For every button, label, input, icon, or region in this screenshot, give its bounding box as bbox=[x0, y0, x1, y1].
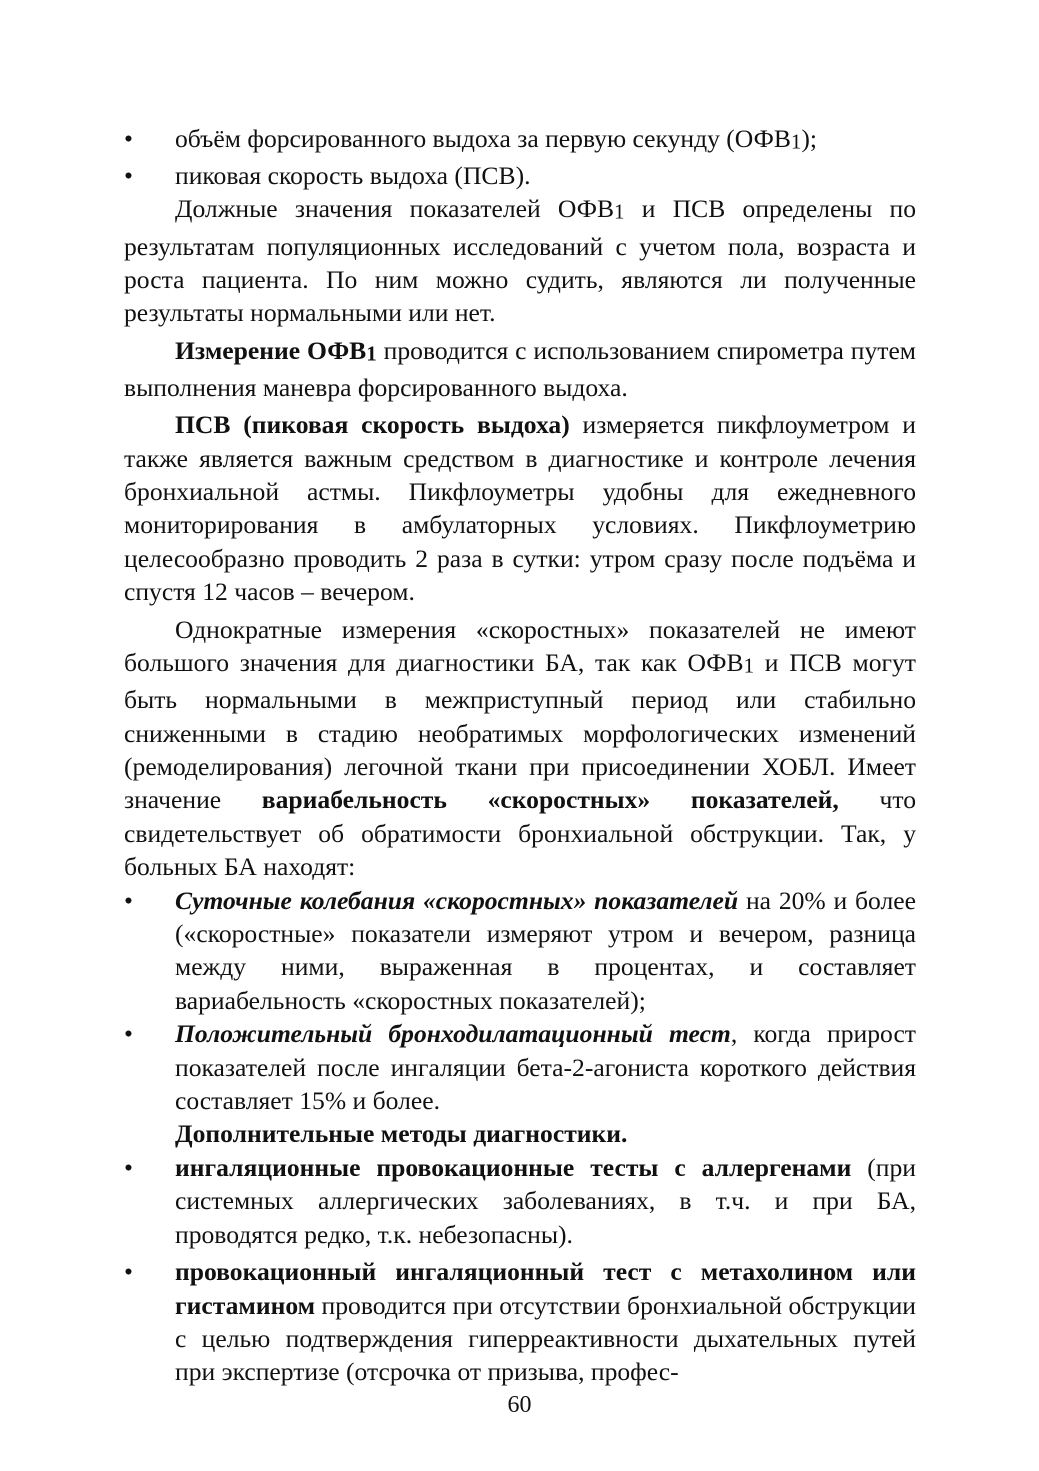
bold-text: провокационный ингаляционный тест с метахолином или гистамином bbox=[175, 1257, 916, 1320]
paragraph-fev1-measurement bbox=[124, 334, 916, 404]
bold-text: вариабельность «скоростных» показателей, bbox=[261, 785, 839, 815]
bullet-marker: • bbox=[124, 161, 133, 191]
bold-text: Измерение ОФВ bbox=[175, 335, 367, 365]
paragraph-reference-values bbox=[124, 192, 916, 329]
bullet-allergen-tests bbox=[124, 1151, 916, 1251]
bold-text: ПСВ (пиковая скорость выдоха) bbox=[175, 410, 570, 440]
bold-run bbox=[175, 336, 377, 365]
bullet-text: пиковая скорость выдоха (ПСВ). bbox=[175, 161, 531, 191]
text-run: и ПСВ могут быть нормальными в межприступный период или стабильно сниженными в стадию необратимых морфологических изменений (ремоделирования) легочной ткани при присоединении ХОБЛ. Имеет значение bbox=[124, 648, 916, 815]
bullet-methacholine-test bbox=[124, 1255, 916, 1389]
bullet-marker: • bbox=[124, 885, 133, 915]
bold-text: ингаляционные провокационные тесты с аллергенами bbox=[175, 1152, 852, 1182]
text-run: что свидетельствует об обратимости бронхиальной обструкции. Так, у больных БА находят: bbox=[124, 785, 916, 882]
bullet-bronchodilation-test bbox=[124, 1017, 916, 1117]
page-number: 60 bbox=[507, 1392, 532, 1418]
text-run: Однократные измерения «скоростных» показателей не имеют большого значения для диагностики БА, так как ОФВ bbox=[124, 614, 916, 678]
bullet-daily-fluctuations bbox=[124, 884, 916, 1018]
text-run: измеряется пикфлоуметром и также является важным средством в диагностике и контроле лечения бронхиальной астмы. Пикфлоуметры удобны для ежедневного мониторирования в амбулаторных условиях. Пикфлоуметрию целесообразно проводить 2 раза в сутки: утром сразу после подъёма и спустя 12 часов – вечером. bbox=[124, 410, 916, 607]
bullet-fev1 bbox=[124, 122, 916, 159]
subscript: 1 bbox=[790, 129, 802, 154]
page-body bbox=[124, 122, 916, 1389]
paragraph-pef bbox=[124, 408, 916, 608]
text-run: (при системных аллергических заболеваниях, в т.ч. и при БА, проводятся редко, т.к. небезопасны). bbox=[175, 1152, 916, 1249]
section-heading: Дополнительные методы диагностики. bbox=[175, 1119, 628, 1149]
bullet-text-tail: ); bbox=[801, 124, 818, 153]
bold-italic-text: Суточные колебания «скоростных» показателей bbox=[175, 885, 739, 915]
bullet-marker: • bbox=[124, 1257, 133, 1287]
bold-italic-text: Положительный бронходилатационный тест bbox=[175, 1019, 731, 1049]
subscript: 1 bbox=[743, 653, 755, 678]
bullet-marker: • bbox=[124, 1152, 133, 1182]
text-run: и ПСВ определены по результатам популяционных исследований с учетом пола, возраста и роста пациента. По ним можно судить, являются ли полученные результаты нормальными или нет. bbox=[124, 194, 916, 328]
text-run: проводится с использованием спирометра путем выполнения маневра форсированного выдоха. bbox=[124, 335, 916, 402]
paragraph-variability bbox=[124, 613, 916, 884]
text-run: Должные значения показателей ОФВ bbox=[175, 194, 615, 224]
bullet-pef bbox=[124, 159, 916, 192]
text-run: , когда прирост показателей после ингаляции бета-2-агониста короткого действия составляет 15% и более. bbox=[175, 1019, 916, 1116]
text-run: на 20% и более («скоростные» показатели измеряют утром и вечером, разница между ними, выраженная в процентах, и составляет вариабельность «скоростных показателей); bbox=[175, 885, 917, 1015]
bullet-text: объём форсированного выдоха за первую секунду (ОФВ bbox=[175, 124, 791, 153]
bullet-marker: • bbox=[124, 124, 133, 153]
text-run: проводится при отсутствии бронхиальной обструкции с целью подтверждения гиперреактивности дыхательных путей при экспертизе (отсрочка от призыва, профес- bbox=[175, 1290, 916, 1387]
subscript: 1 bbox=[614, 200, 625, 225]
subscript: 1 bbox=[366, 341, 377, 366]
bullet-marker: • bbox=[124, 1019, 133, 1049]
